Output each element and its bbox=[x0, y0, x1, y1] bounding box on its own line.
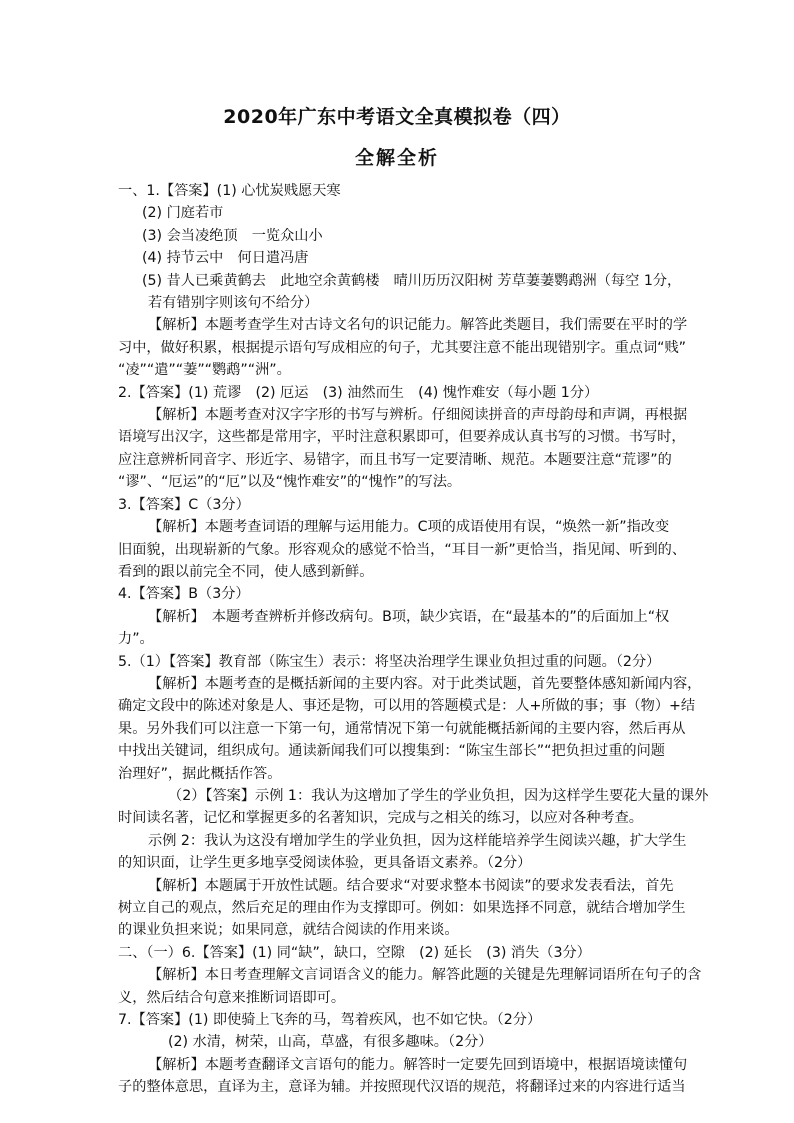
text-line: 【解析】本题考查的是概括新闻的主要内容。对于此类试题，首先要整体感知新闻内容， bbox=[148, 675, 702, 692]
text-line: 3.【答案】C（3分） bbox=[118, 496, 250, 513]
text-line: (2) 水清，树荣，山高，草盛，有很多趣味。（2分） bbox=[168, 1034, 493, 1051]
text-line: 果。另外我们可以注意一下第一句，通常情况下第一句就能概括新闻的主要内容，然后再从 bbox=[118, 720, 686, 737]
text-line: 5.（1）【答案】教育部（陈宝生）表示：将坚决治理学生课业负担过重的问题。（2分） bbox=[118, 653, 661, 670]
text-line: 【解析】本日考查理解文言词语含义的能力。解答此题的关键是先理解词语所在句子的含 bbox=[148, 967, 702, 984]
document-subtitle: 全解全析 bbox=[354, 147, 439, 169]
text-line: 治理好”，据此概括作答。 bbox=[118, 765, 282, 782]
answer-body bbox=[118, 180, 709, 1099]
text-line: 【解析】本题考查翻译文言语句的能力。解答时一定要先回到语境中，根据语境读懂句 bbox=[148, 1056, 688, 1073]
text-line: (3) 会当凌绝顶 一览众山小 bbox=[142, 227, 323, 244]
text-line: “凌”“遣”“萋”“鹦鹉”“洲”。 bbox=[118, 362, 291, 379]
text-line: (2) 门庭若市 bbox=[142, 205, 224, 222]
document-title: 2020年广东中考语文全真模拟卷（四） bbox=[223, 106, 571, 128]
text-line: 【解析】 本题考查辨析并修改病句。B项，缺少宾语，在“最基本的”的后面加上“权 bbox=[148, 608, 670, 625]
text-line: 二、（一）6.【答案】(1) 同“缺”，缺口，空隙 (2) 延长 (3) 消失（3分） bbox=[118, 944, 591, 961]
text-line: 看到的跟以前完全不同，使人感到新鲜。 bbox=[118, 563, 374, 580]
text-line: 确定文段中的陈述对象是人、事还是物，可以用的答题模式是：人+所做的事；事（物）+结 bbox=[118, 698, 696, 715]
text-line: 若有错别字则该句不给分） bbox=[148, 295, 319, 312]
text-line: 中找出关键词，组织成句。通读新闻我们可以搜集到：“陈宝生部长”“把负担过重的问题 bbox=[118, 743, 665, 760]
text-line: (5) 昔人已乘黄鹤去 此地空余黄鹤楼 晴川历历汉阳树 芳草萋萋鹦鹉洲（每空 1分， bbox=[142, 272, 682, 289]
text-line: 树立自己的观点，然后充足的理由作为支撑即可。例如：如果选择不同意，就结合增加学生 bbox=[118, 900, 686, 916]
text-line: 【解析】本题考查对汉字字形的书写与辨析。仔细阅读拼音的声母韵母和声调，再根据 bbox=[148, 407, 688, 424]
text-line: 7.【答案】(1) 即使骑上飞奔的马，驾着疾风，也不如它快。（2分） bbox=[118, 1012, 542, 1029]
text-line: 的知识面，让学生更多地享受阅读体验，更具备语文素养。（2分） bbox=[118, 855, 532, 872]
text-line: 习中，做好积累，根据提示语句写成相应的句子，尤其要注意不能出现错别字。重点词“贱” bbox=[118, 339, 687, 356]
text-line: （2）【答案】示例 1：我认为这增加了学生的学业负担，因为这样学生要花大量的课外 bbox=[168, 787, 709, 804]
text-line: “谬”、“厄运”的“厄”以及“愧怍难安”的“愧怍”的写法。 bbox=[118, 474, 462, 491]
text-line: (4) 持节云中 何日遣冯唐 bbox=[142, 250, 309, 267]
text-line: 【解析】本题考查词语的理解与运用能力。C项的成语使用有误，“焕然一新”指改变 bbox=[148, 519, 670, 536]
text-line: 力”。 bbox=[118, 631, 154, 648]
text-line: 语境写出汉字，这些都是常用字，平时注意积累即可，但要养成认真书写的习惯。书写时， bbox=[118, 429, 686, 446]
text-line: 2.【答案】(1) 荒谬 (2) 厄运 (3) 油然而生 (4) 愧怍难安（每小题 1分） bbox=[118, 384, 599, 401]
text-line: 旧面貌，出现崭新的气象。形容观众的感觉不恰当，“耳目一新”更恰当，指见闻、听到的、 bbox=[118, 541, 687, 558]
text-line: 一、1.【答案】(1) 心忧炭贱愿天寒 bbox=[118, 183, 341, 199]
text-line: 的课业负担来说；如果同意，就结合阅读的作用来谈。 bbox=[118, 922, 459, 939]
text-line: 【解析】本题考查学生对古诗文名句的识记能力。解答此类题目，我们需要在平时的学 bbox=[148, 317, 688, 334]
text-line: 【解析】本题属于开放性试题。结合要求“对要求整本书阅读”的要求发表看法，首先 bbox=[148, 877, 674, 894]
text-line: 应注意辨析同音字、形近字、易错字，而且书写一定要清晰、规范。本题要注意“荒谬”的 bbox=[118, 451, 672, 468]
text-line: 义，然后结合句意来推断词语即可。 bbox=[118, 989, 346, 1006]
text-line: 4.【答案】B（3分） bbox=[118, 586, 250, 603]
text-line: 子的整体意思，直译为主，意译为辅。并按照现代汉语的规范，将翻译过来的内容进行适当 bbox=[118, 1079, 686, 1096]
text-line: 时间读名著，记忆和掌握更多的名著知识，完成与之相关的练习，以应对各种考查。 bbox=[118, 810, 643, 827]
text-line: 示例 2：我认为这没有增加学生的学业负担，因为这样能培养学生阅读兴趣，扩大学生 bbox=[148, 832, 687, 849]
